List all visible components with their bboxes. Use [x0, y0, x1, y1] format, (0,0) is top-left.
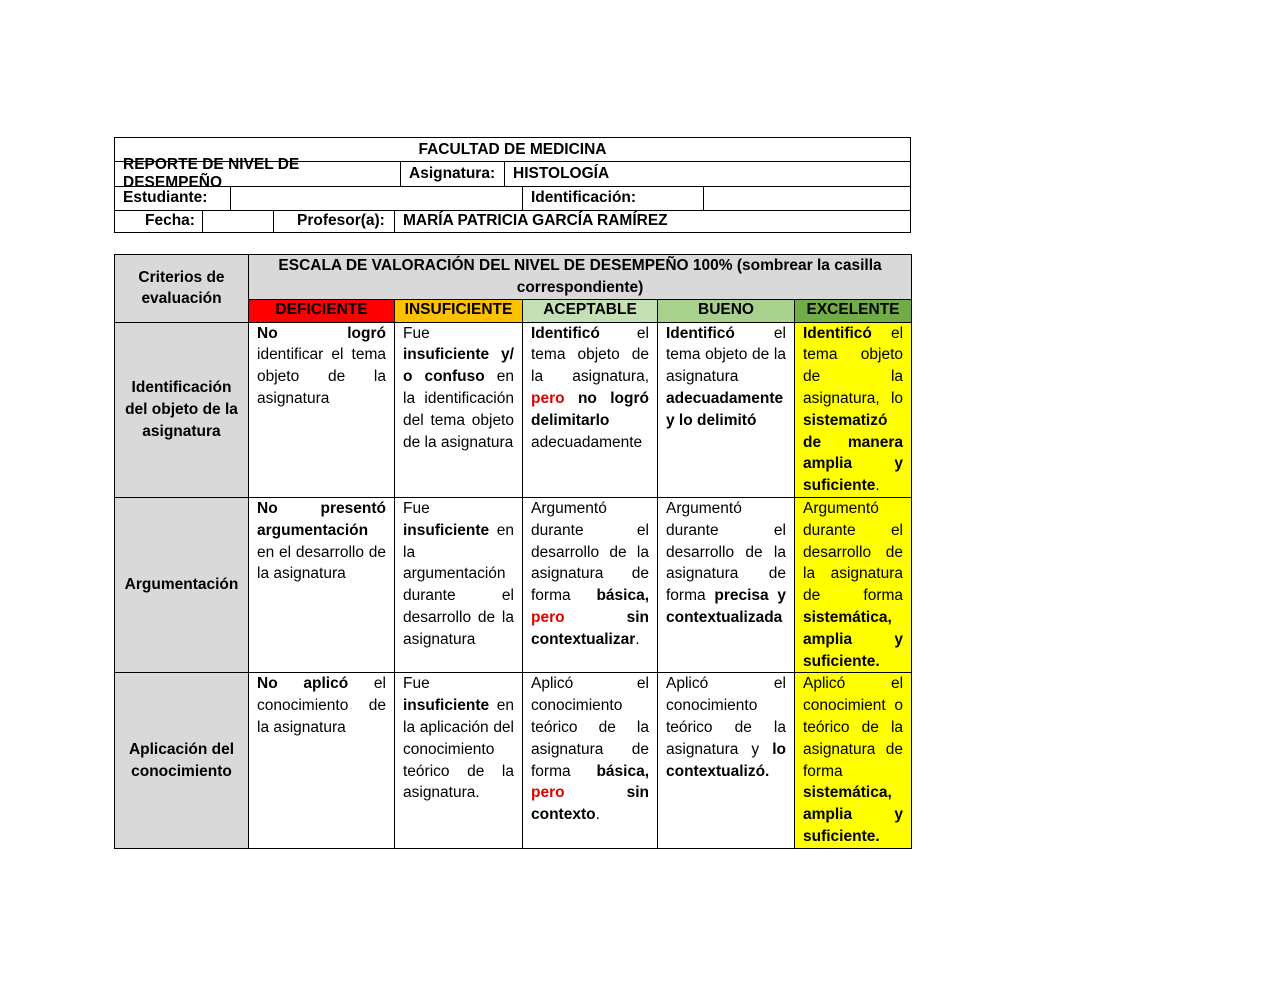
- descriptor-text: Aplicó el conocimiento teórico de la asignatura de forma: [531, 675, 649, 780]
- report-row: [115, 155, 910, 191]
- descriptor-text: [565, 609, 627, 626]
- criterion-aplicacion: Aplicación del conocimiento: [115, 673, 249, 848]
- professor-value[interactable]: MARÍA PATRICIA GARCÍA RAMÍREZ: [403, 212, 668, 229]
- descriptor-text: Argumentó durante el desarrollo de la asignatura de forma: [803, 499, 904, 605]
- descriptor-insuficiente[interactable]: [395, 673, 523, 848]
- descriptor-text: No aplicó: [257, 675, 349, 693]
- subject-label: Asignatura:: [401, 161, 505, 186]
- descriptor-aceptable[interactable]: [523, 322, 658, 497]
- descriptor-text: No presentó argumentación: [257, 499, 386, 539]
- descriptor-text: el tema objeto de la asignatura: [666, 324, 786, 386]
- descriptor-deficiente[interactable]: [249, 673, 395, 848]
- descriptor-text: Fue: [403, 499, 430, 517]
- descriptor-text: básica,: [596, 762, 649, 780]
- descriptor-text: en la aplicación del conocimiento teórico de la asignatura.: [403, 697, 514, 802]
- descriptor-text: Aplicó el conocimiento teórico de la asignatura y: [666, 675, 786, 758]
- descriptor-text: en el desarrollo de la asignatura: [257, 543, 386, 583]
- descriptor-text: el tema objeto de la asignatura, lo: [803, 324, 904, 407]
- descriptor-text: pero: [531, 784, 565, 802]
- criteria-header: Criterios de evaluación: [115, 255, 249, 323]
- descriptor-aceptable[interactable]: [523, 497, 658, 672]
- level-deficiente: DEFICIENTE: [249, 299, 395, 322]
- level-insuficiente: INSUFICIENTE: [395, 299, 523, 322]
- descriptor-text: insuficiente: [403, 521, 490, 539]
- descriptor-text: el tema objeto de la asignatura,: [531, 324, 649, 386]
- criterion-argumentacion: Argumentación: [115, 497, 249, 672]
- descriptor-text: adecuadamente: [531, 433, 643, 451]
- descriptor-text: [565, 390, 578, 407]
- descriptor-text: básica,: [596, 587, 649, 605]
- descriptor-excelente[interactable]: [795, 322, 912, 497]
- level-aceptable: ACEPTABLE: [523, 299, 658, 322]
- descriptor-text: Identificó: [531, 324, 600, 342]
- scale-header: ESCALA DE VALORACIÓN DEL NIVEL DE DESEMPEÑO 100% (sombrear la casilla correspondiente): [249, 255, 912, 300]
- descriptor-text: insuficiente: [403, 697, 490, 715]
- identification-label: Identificación:: [523, 186, 704, 210]
- date-label: Fecha:: [115, 210, 203, 232]
- descriptor-text: .: [595, 806, 600, 824]
- descriptor-deficiente[interactable]: [249, 497, 395, 672]
- descriptor-text: [565, 784, 627, 801]
- descriptor-text: en la argumentación durante el desarrollo de la asignatura: [403, 521, 514, 648]
- descriptor-text: lo contextualizó.: [666, 740, 786, 780]
- descriptor-excelente[interactable]: [795, 497, 912, 672]
- descriptor-text: en la identificación del tema objeto de la asignatura: [403, 368, 514, 451]
- descriptor-text: no logró delimitarlo: [531, 389, 649, 429]
- descriptor-text: sin contexto: [531, 784, 649, 824]
- descriptor-text: Identificó: [803, 324, 872, 342]
- descriptor-text: Argumentó durante el desarrollo de la asignatura de forma: [531, 499, 649, 605]
- descriptor-text: identificar el tema objeto de la asignatura: [257, 346, 386, 407]
- descriptor-text: adecuadamente y lo delimitó: [666, 389, 784, 429]
- descriptor-text: pero: [531, 608, 565, 626]
- descriptor-aceptable[interactable]: [523, 673, 658, 848]
- date-field[interactable]: [203, 210, 274, 232]
- descriptor-bueno[interactable]: [658, 497, 795, 672]
- descriptor-text: sin contextualizar: [531, 608, 649, 648]
- descriptor-bueno[interactable]: [658, 322, 795, 497]
- descriptor-text: sistemática, amplia y suficiente.: [803, 784, 904, 845]
- professor-label: Profesor(a):: [274, 210, 395, 232]
- date-row: [115, 210, 910, 232]
- student-field[interactable]: [231, 186, 523, 210]
- student-row: [115, 186, 910, 211]
- descriptor-insuficiente[interactable]: [395, 497, 523, 672]
- student-label: Estudiante:: [115, 186, 231, 210]
- subject-value[interactable]: HISTOLOGÍA: [513, 164, 610, 182]
- report-header: [114, 137, 911, 233]
- criterion-identificacion: Identificación del objeto de la asignatura: [115, 322, 249, 497]
- descriptor-text: Fue: [403, 675, 430, 693]
- descriptor-insuficiente[interactable]: [395, 322, 523, 497]
- descriptor-text: el conocimiento de la asignatura: [257, 675, 386, 736]
- descriptor-text: sistemática, amplia y suficiente.: [803, 608, 904, 670]
- faculty-title: FACULTAD DE MEDICINA: [418, 140, 607, 158]
- table-row: [115, 497, 912, 672]
- descriptor-text: pero: [531, 389, 565, 407]
- identification-field[interactable]: [704, 186, 910, 210]
- descriptor-text: Identificó: [666, 324, 735, 342]
- descriptor-text: precisa y contextualizada: [666, 587, 786, 626]
- rubric-table: [114, 254, 912, 849]
- descriptor-text: .: [635, 630, 640, 648]
- descriptor-text: Fue: [403, 324, 430, 342]
- descriptor-bueno[interactable]: [658, 673, 795, 848]
- descriptor-text: Argumentó durante el desarrollo de la asignatura de forma: [666, 499, 786, 605]
- table-row: [115, 322, 912, 497]
- level-bueno: BUENO: [658, 299, 795, 322]
- descriptor-text: insuficiente y/ o confuso: [403, 346, 514, 386]
- descriptor-excelente[interactable]: [795, 673, 912, 848]
- descriptor-text: sistematizó de manera amplia y suficiente: [803, 411, 904, 495]
- descriptor-text: No logró: [257, 324, 386, 342]
- descriptor-text: .: [875, 477, 880, 495]
- table-row: [115, 673, 912, 848]
- descriptor-deficiente[interactable]: [249, 322, 395, 497]
- level-excelente: EXCELENTE: [795, 299, 912, 322]
- report-title: REPORTE DE NIVEL DE DESEMPEÑO: [115, 161, 401, 186]
- rubric-body: [115, 322, 912, 848]
- descriptor-text: Aplicó el conocimient o teórico de la asignatura de forma: [803, 675, 904, 780]
